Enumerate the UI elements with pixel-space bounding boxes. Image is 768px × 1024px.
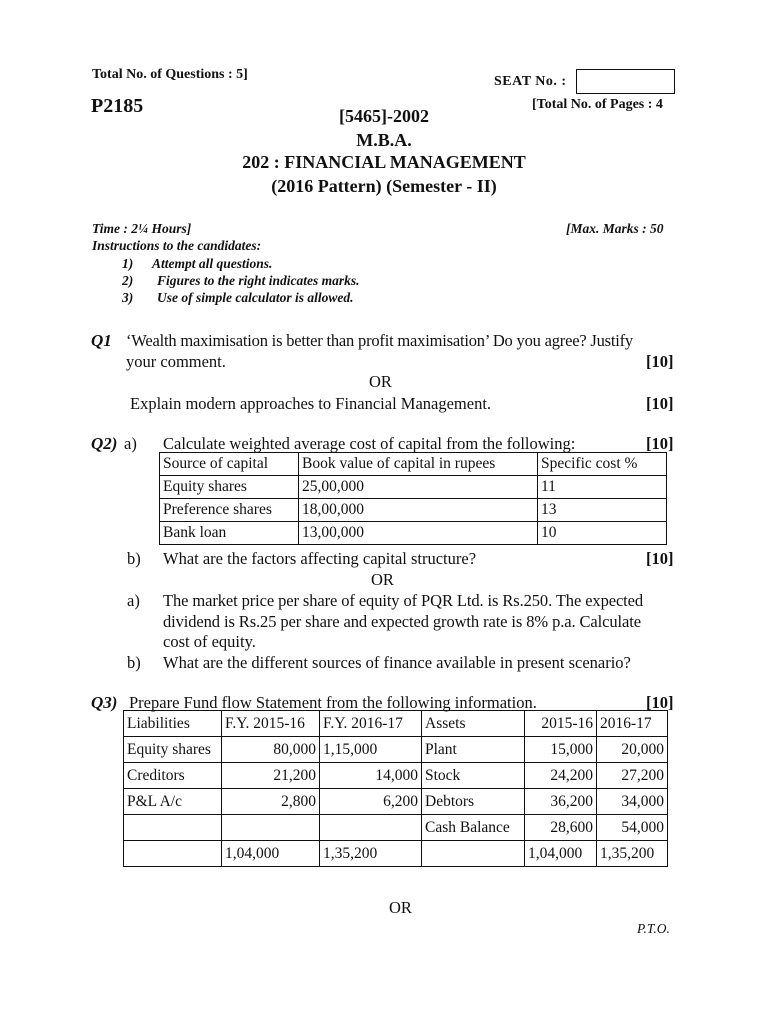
- pto: P.T.O.: [637, 921, 670, 936]
- table-cell: 21,200: [222, 763, 320, 789]
- q1-or: OR: [369, 372, 392, 391]
- instruction-text: Use of simple calculator is allowed.: [157, 290, 354, 305]
- table-row: [160, 476, 667, 499]
- table-row: [124, 763, 668, 789]
- paper-code: P2185: [91, 95, 144, 117]
- table-cell: 27,200: [597, 763, 668, 789]
- table-cell: 1,35,200: [320, 841, 422, 867]
- wacc-table: [159, 452, 667, 545]
- table-header-cell: Specific cost %: [538, 453, 667, 476]
- pattern: (2016 Pattern) (Semester - II): [271, 176, 497, 196]
- table-cell: Preference shares: [160, 499, 299, 522]
- table-header-cell: F.Y. 2016-17: [320, 711, 422, 737]
- q1-label: Q1: [91, 331, 112, 350]
- instruction-num: 1): [122, 256, 134, 271]
- table-cell: [320, 815, 422, 841]
- table-cell: P&L A/c: [124, 789, 222, 815]
- table-header-cell: Liabilities: [124, 711, 222, 737]
- q2-b-marks: [10]: [646, 549, 674, 568]
- instructions-title: Instructions to the candidates:: [92, 238, 262, 253]
- table-row: [160, 522, 667, 545]
- table-cell: Bank loan: [160, 522, 299, 545]
- instruction-num: 2): [122, 273, 134, 288]
- instruction-num: 3): [122, 290, 134, 305]
- table-cell: Equity shares: [124, 737, 222, 763]
- table-cell: [422, 841, 525, 867]
- table-cell: [222, 815, 320, 841]
- table-row: [124, 815, 668, 841]
- table-row: [124, 841, 668, 867]
- q2-alt-b-text: What are the different sources of finance available in present scenario?: [163, 653, 631, 672]
- table-cell: 13: [538, 499, 667, 522]
- table-cell: 15,000: [525, 737, 597, 763]
- table-cell: Debtors: [422, 789, 525, 815]
- table-row: [124, 737, 668, 763]
- q2-a-label: a): [124, 434, 137, 453]
- table-cell: Stock: [422, 763, 525, 789]
- table-cell: 10: [538, 522, 667, 545]
- instruction-text: Figures to the right indicates marks.: [157, 273, 360, 288]
- total-pages: [Total No. of Pages : 4: [532, 97, 663, 112]
- table-cell: 28,600: [525, 815, 597, 841]
- q3-marks: [10]: [646, 693, 674, 712]
- table-header-cell: 2016-17: [597, 711, 668, 737]
- table-row: [124, 789, 668, 815]
- table-cell: 2,800: [222, 789, 320, 815]
- subject: 202 : FINANCIAL MANAGEMENT: [242, 152, 526, 172]
- table-cell: Equity shares: [160, 476, 299, 499]
- degree: M.B.A.: [356, 130, 412, 150]
- q2-alt-a-line3: cost of equity.: [163, 632, 256, 651]
- q2-alt-a-label: a): [127, 591, 140, 610]
- q2-label: Q2): [91, 434, 118, 453]
- table-cell: 6,200: [320, 789, 422, 815]
- table-cell: 34,000: [597, 789, 668, 815]
- table-cell: Creditors: [124, 763, 222, 789]
- q2-b-text: What are the factors affecting capital structure?: [163, 549, 477, 568]
- table-cell: 54,000: [597, 815, 668, 841]
- table-cell: 24,200: [525, 763, 597, 789]
- table-header-cell: Source of capital: [160, 453, 299, 476]
- q1-text-line1: ‘Wealth maximisation is better than profit maximisation’ Do you agree? Justify: [126, 331, 633, 350]
- q2-b-label: b): [127, 549, 141, 568]
- q2-a-marks: [10]: [646, 434, 674, 453]
- table-cell: 20,000: [597, 737, 668, 763]
- seat-no-label: SEAT No. :: [494, 74, 567, 89]
- q2-alt-b-label: b): [127, 653, 141, 672]
- q2-or: OR: [371, 570, 394, 589]
- total-questions: Total No. of Questions : 5]: [92, 67, 248, 82]
- time: Time : 2¼ Hours]: [92, 221, 192, 236]
- q1-alt-marks: [10]: [646, 394, 674, 413]
- table-cell: 1,35,200: [597, 841, 668, 867]
- instruction-text: Attempt all questions.: [152, 256, 273, 271]
- q3-or: OR: [389, 898, 412, 917]
- table-header-cell: Assets: [422, 711, 525, 737]
- table-cell: [124, 815, 222, 841]
- table-cell: 36,200: [525, 789, 597, 815]
- q3-label: Q3): [91, 693, 118, 712]
- seat-no-box[interactable]: [576, 69, 675, 94]
- table-cell: 14,000: [320, 763, 422, 789]
- q1-marks: [10]: [646, 352, 674, 371]
- table-cell: 1,04,000: [525, 841, 597, 867]
- table-row: [160, 499, 667, 522]
- table-cell: 25,00,000: [299, 476, 538, 499]
- table-header-cell: F.Y. 2015-16: [222, 711, 320, 737]
- max-marks: [Max. Marks : 50: [566, 221, 664, 236]
- fund-flow-table: [123, 710, 668, 867]
- table-cell: 13,00,000: [299, 522, 538, 545]
- q2-alt-a-line2: dividend is Rs.25 per share and expected growth rate is 8% p.a. Calculate: [163, 612, 641, 631]
- q1-alt-text: Explain modern approaches to Financial Management.: [130, 394, 492, 413]
- table-cell: Cash Balance: [422, 815, 525, 841]
- q2-a-text: Calculate weighted average cost of capital from the following:: [163, 434, 576, 453]
- table-header-cell: 2015-16: [525, 711, 597, 737]
- table-cell: 1,15,000: [320, 737, 422, 763]
- table-cell: [124, 841, 222, 867]
- table-cell: 1,04,000: [222, 841, 320, 867]
- table-cell: 18,00,000: [299, 499, 538, 522]
- q3-text: Prepare Fund flow Statement from the following information.: [129, 693, 537, 712]
- q2-alt-a-line1: The market price per share of equity of PQR Ltd. is Rs.250. The expected: [163, 591, 644, 610]
- table-cell: 80,000: [222, 737, 320, 763]
- q1-text-line2: your comment.: [126, 352, 226, 371]
- table-header-row: [124, 711, 668, 737]
- table-header-row: [160, 453, 667, 476]
- exam-code: [5465]-2002: [339, 106, 429, 126]
- table-cell: 11: [538, 476, 667, 499]
- table-cell: Plant: [422, 737, 525, 763]
- table-header-cell: Book value of capital in rupees: [299, 453, 538, 476]
